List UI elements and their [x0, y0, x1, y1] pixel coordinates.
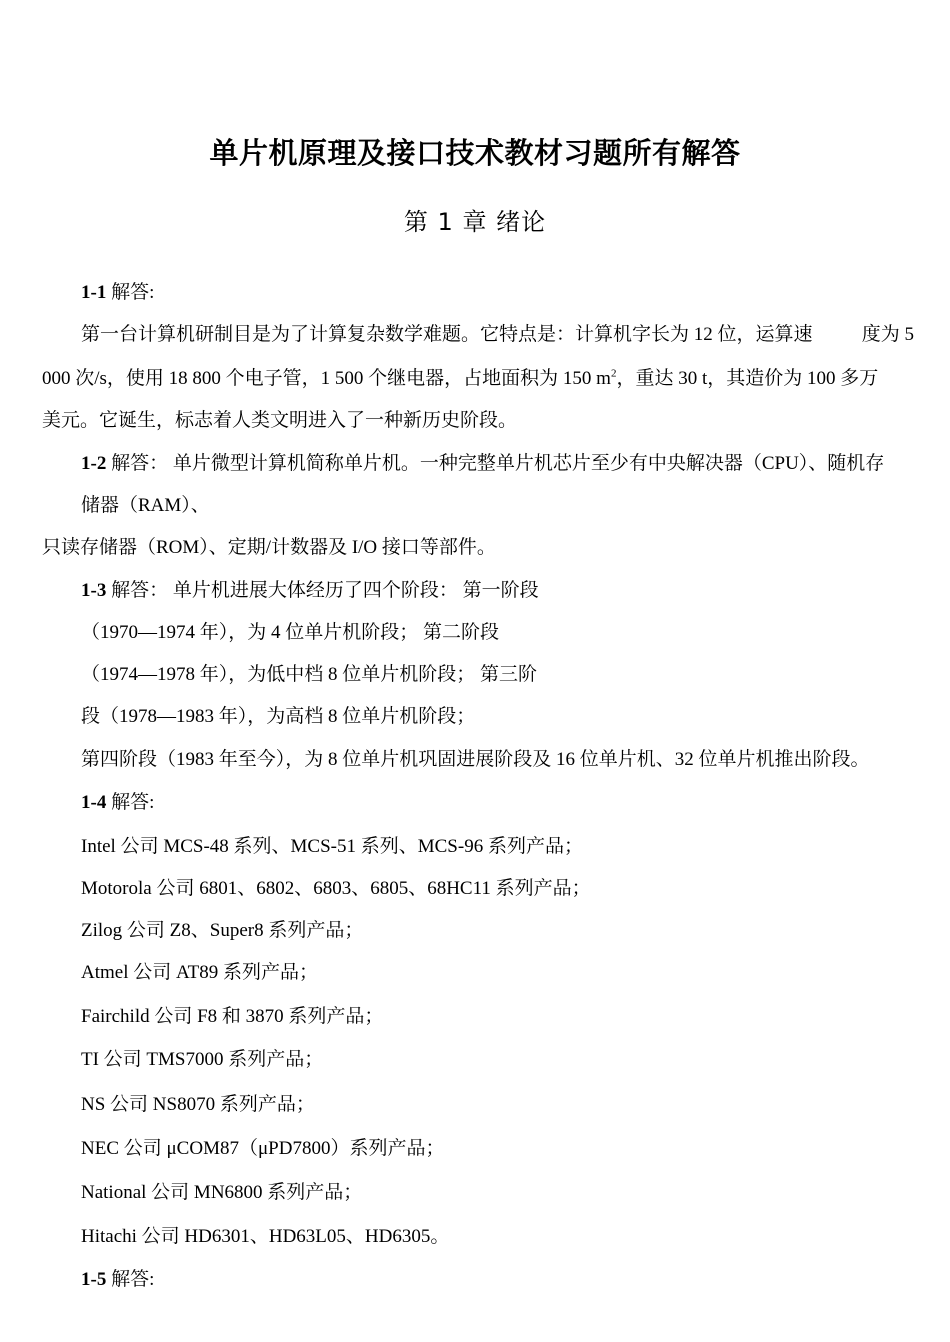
question-label: 1-2 [81, 453, 107, 474]
chapter-title: 第 1 章 绪论 [403, 208, 547, 236]
paragraph-line: （1974—1978 年），为低中档 8 位单片机阶段； 第三阶 [81, 664, 538, 685]
question-1-5-heading [81, 1267, 154, 1293]
list-item: Hitachi 公司 HD6301、HD63L05、HD6305。 [81, 1226, 450, 1247]
paragraph-line: 第四阶段（1983 年至今），为 8 位单片机巩固进展阶段及 16 位单片机、32 位单片机推出阶段。 [81, 749, 870, 770]
question-1-2-heading [81, 451, 884, 477]
paragraph-line: （1970—1974 年），为 4 位单片机阶段； 第二阶段 [81, 622, 500, 643]
text-segment: ，重达 30 t，其造价为 100 多万 [616, 368, 879, 389]
question-label: 1-4 [81, 792, 107, 813]
answer-head: 解答: [106, 1269, 155, 1290]
question-label: 1-5 [81, 1269, 107, 1290]
text-segment: 000 次/s，使用 18 800 个电子管，1 500 个继电器，占地面积为 150 m [42, 368, 611, 389]
question-1-3-heading [81, 578, 539, 604]
question-1-1-heading [81, 280, 154, 306]
paragraph-line: 美元。它诞生，标志着人类文明进入了一种新历史阶段。 [42, 410, 518, 431]
document-title: 单片机原理及接口技术教材习题所有解答 [209, 138, 741, 170]
superscript: 2 [610, 367, 617, 380]
paragraph-line: 只读存储器（ROM）、定期/计数器及 I/O 接口等部件。 [42, 537, 496, 558]
paragraph-line: 段（1978—1983 年），为高档 8 位单片机阶段； [81, 706, 476, 727]
question-label: 1-1 [81, 282, 107, 303]
list-item: Motorola 公司 6801、6802、6803、6805、68HC11 系列产品； [81, 878, 591, 899]
list-item: National 公司 MN6800 系列产品； [81, 1182, 363, 1203]
list-item: Fairchild 公司 F8 和 3870 系列产品； [81, 1006, 384, 1027]
question-1-4-heading [81, 790, 154, 816]
list-item: Atmel 公司 AT89 系列产品； [81, 962, 318, 983]
answer-text: 解答： 单片微型计算机简称单片机。一种完整单片机芯片至少有中央解决器（CPU）、随机存 [106, 453, 885, 474]
list-item: NEC 公司 μCOM87（μPD7800）系列产品； [81, 1138, 445, 1159]
question-label: 1-3 [81, 580, 107, 601]
list-item: NS 公司 NS8070 系列产品； [81, 1094, 315, 1115]
text-segment: 第一台计算机研制目是为了计算复杂数学难题。它特点是：计算机字长为 12 位，运算速 [81, 324, 813, 345]
list-item: Zilog 公司 Z8、Super8 系列产品； [81, 920, 364, 941]
answer-head: 解答: [106, 282, 155, 303]
list-item: Intel 公司 MCS-48 系列、MCS-51 系列、MCS-96 系列产品； [81, 836, 583, 857]
answer-text: 解答： 单片机进展大体经历了四个阶段： 第一阶段 [106, 580, 539, 601]
list-item: TI 公司 TMS7000 系列产品； [81, 1049, 324, 1070]
paragraph-line [42, 366, 878, 392]
text-segment: 度为 5 [861, 324, 914, 345]
answer-head: 解答: [106, 792, 155, 813]
paragraph-line [81, 322, 914, 348]
paragraph-line: 储器（RAM）、 [81, 495, 210, 516]
